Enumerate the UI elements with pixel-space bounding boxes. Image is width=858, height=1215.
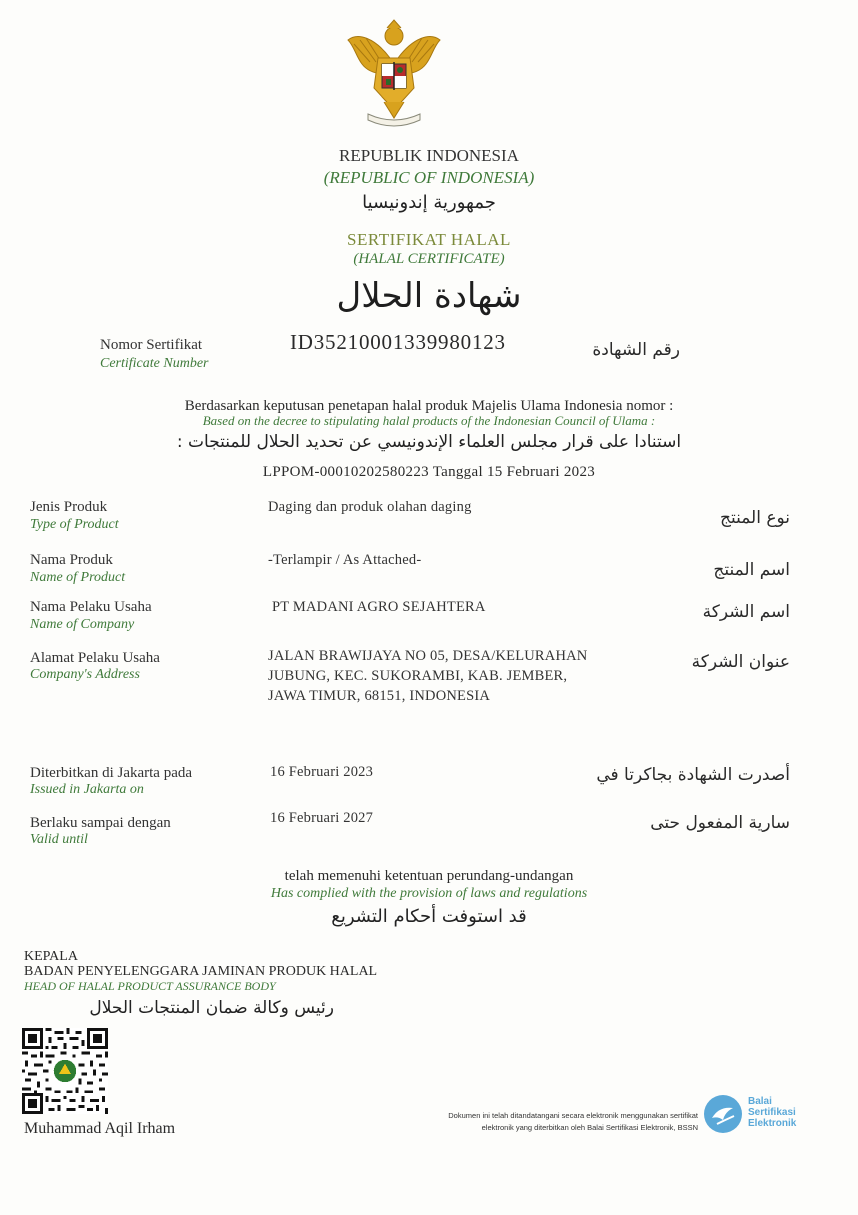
cert-title-en: (HALAL CERTIFICATE) xyxy=(353,251,505,267)
field-value: PT MADANI AGRO SEJAHTERA xyxy=(272,599,486,615)
cert-title-ar: شهادة الحلال xyxy=(336,276,522,316)
address-line: JALAN BRAWIJAYA NO 05, DESA/KELURAHAN xyxy=(268,648,588,664)
signatory-title: KEPALA xyxy=(24,949,78,964)
esign-note-line1: Dokumen ini telah ditandatangani secara elektronik menggunakan sertifikat xyxy=(448,1111,698,1120)
date-label-en: Valid until xyxy=(30,832,88,847)
field-label-en: Company's Address xyxy=(30,667,140,682)
country-title-en: (REPUBLIC OF INDONESIA) xyxy=(323,168,535,187)
country-title-ar: جمهورية إندونيسيا xyxy=(362,192,496,213)
cert-number-label-en: Certificate Number xyxy=(100,356,209,371)
field-label: Jenis Produk xyxy=(30,499,108,515)
issued-date: 16 Februari 2023 xyxy=(270,764,374,780)
decree-text-ar: استنادا على قرار مجلس العلماء الإندونيسي عن تحديد الحلال للمنتجات : xyxy=(176,432,682,452)
date-label-ar: سارية المفعول حتى xyxy=(650,813,790,833)
bsre-logo-icon xyxy=(703,1094,743,1134)
compliance-text-id: telah memenuhi ketentuan perundang-undangan xyxy=(284,868,574,884)
field-value: -Terlampir / As Attached- xyxy=(268,552,422,568)
cert-number-label-ar: رقم الشهادة xyxy=(592,340,680,360)
valid-date: 16 Februari 2027 xyxy=(270,810,374,826)
decree-text-en: Based on the decree to stipulating halal products of the Indonesian Council of Ulama : xyxy=(202,413,656,428)
decree-text-id: Berdasarkan keputusan penetapan halal produk Majelis Ulama Indonesia nomor : xyxy=(184,398,674,414)
date-label: Berlaku sampai dengan xyxy=(30,815,171,831)
signatory-title-ar: رئيس وكالة ضمان المنتجات الحلال xyxy=(89,998,334,1018)
field-label-ar: اسم المنتج xyxy=(713,560,790,580)
field-label-en: Name of Product xyxy=(30,570,126,585)
signatory-agency: BADAN PENYELENGGARA JAMINAN PRODUK HALAL xyxy=(24,964,378,979)
qr-code xyxy=(22,1028,108,1114)
field-label: Alamat Pelaku Usaha xyxy=(30,650,160,666)
field-label-en: Type of Product xyxy=(30,517,119,532)
compliance-text-ar: قد استوفت أحكام التشريع xyxy=(331,906,527,927)
decree-number: LPPOM-00010202580223 Tanggal 15 Februari 2023 xyxy=(262,464,596,480)
bsre-line: Balai xyxy=(748,1096,772,1107)
field-label-en: Name of Company xyxy=(30,617,135,632)
field-label: Nama Produk xyxy=(30,552,113,568)
date-label-en: Issued in Jakarta on xyxy=(30,782,144,797)
cert-title-id: SERTIFIKAT HALAL xyxy=(347,230,511,249)
garuda-emblem xyxy=(340,18,448,130)
address-line: JUBUNG, KEC. SUKORAMBI, KAB. JEMBER, xyxy=(268,668,568,684)
cert-number-label: Nomor Sertifikat xyxy=(100,337,203,353)
signatory-name: Muhammad Aqil Irham xyxy=(24,1120,176,1137)
bsre-wordmark xyxy=(748,1096,796,1129)
bsre-line: Sertifikasi xyxy=(748,1107,796,1118)
address-line: JAWA TIMUR, 68151, INDONESIA xyxy=(268,688,491,704)
field-label: Nama Pelaku Usaha xyxy=(30,599,152,615)
compliance-text-en: Has complied with the provision of laws and regulations xyxy=(270,886,588,901)
esign-note-line2: elektronik yang diterbitkan oleh Balai Sertifikasi Elektronik, BSSN xyxy=(481,1123,698,1132)
date-label-ar: أصدرت الشهادة بجاكرتا في xyxy=(596,765,790,785)
field-value: Daging dan produk olahan daging xyxy=(268,499,472,515)
date-label: Diterbitkan di Jakarta pada xyxy=(30,765,193,781)
cert-number-value: ID35210001339980123 xyxy=(290,330,506,354)
bsre-line: Elektronik xyxy=(748,1118,797,1129)
field-label-ar: اسم الشركة xyxy=(702,602,790,622)
field-label-ar: نوع المنتج xyxy=(719,508,790,528)
signatory-title-en: HEAD OF HALAL PRODUCT ASSURANCE BODY xyxy=(24,979,276,993)
field-label-ar: عنوان الشركة xyxy=(691,652,790,672)
country-title-id: REPUBLIK INDONESIA xyxy=(339,146,519,165)
